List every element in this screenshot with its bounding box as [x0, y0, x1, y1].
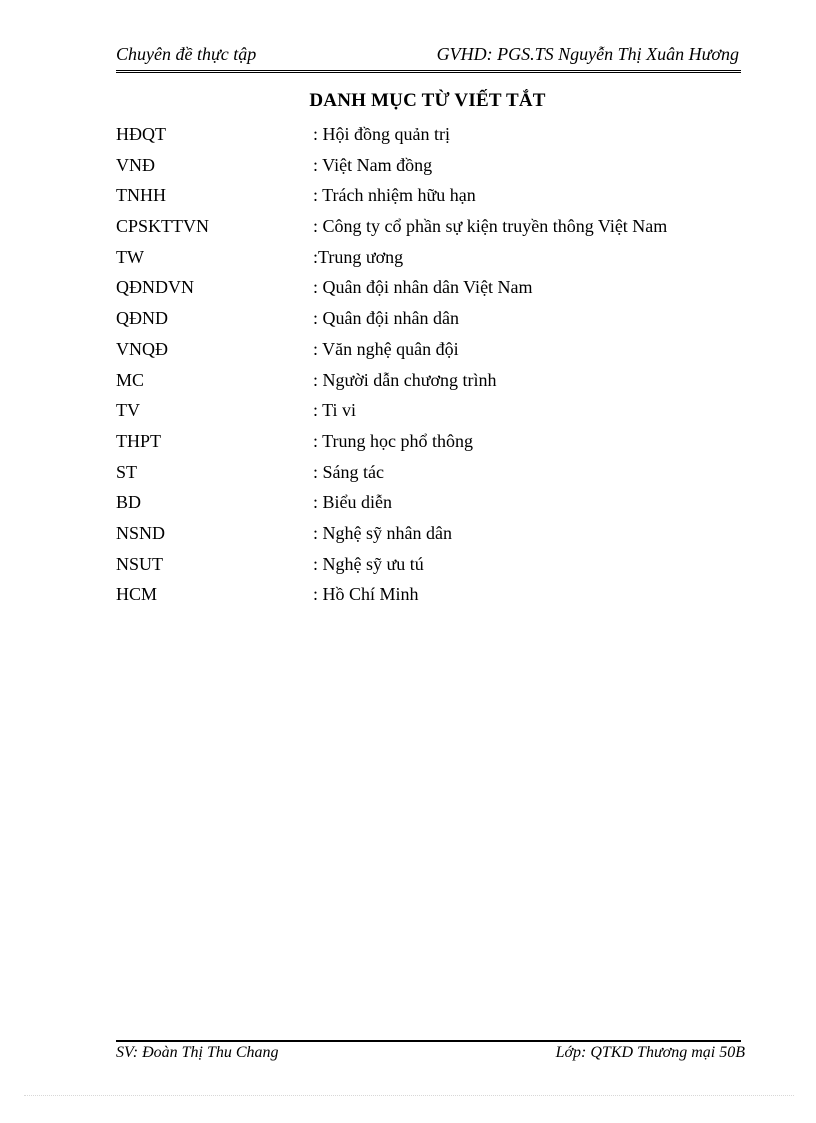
abbreviation-code: NSND	[116, 522, 166, 543]
abbreviation-row	[116, 365, 739, 396]
abbreviation-row	[116, 272, 739, 303]
abbreviation-row	[116, 303, 739, 334]
abbreviation-meaning: : Nghệ sỹ ưu tú	[313, 553, 424, 574]
abbreviation-list	[116, 119, 739, 610]
abbreviation-code: QĐND	[116, 308, 168, 329]
abbreviation-code: CPSKTTVN	[116, 216, 210, 237]
abbreviation-row	[116, 211, 739, 242]
page-footer	[116, 1044, 745, 1066]
abbreviation-code: VNĐ	[116, 154, 155, 175]
abbreviation-code: HCM	[116, 584, 158, 605]
page-header	[116, 44, 739, 70]
abbreviation-meaning: : Hội đồng quản trị	[313, 124, 450, 144]
abbreviation-row	[116, 579, 739, 610]
abbreviation-meaning: : Quân đội nhân dân	[313, 308, 459, 329]
abbreviation-row	[116, 549, 739, 580]
abbreviation-code: ST	[116, 461, 138, 482]
page-title: DANH MỤC TỪ VIẾT TẮT	[309, 90, 546, 111]
abbreviation-code: NSUT	[116, 553, 164, 574]
abbreviation-meaning: : Việt Nam đồng	[313, 154, 433, 175]
abbreviation-row	[116, 119, 739, 150]
abbreviation-meaning: : Hồ Chí Minh	[313, 584, 419, 605]
abbreviation-meaning: :Trung ương	[313, 246, 404, 267]
header-supervisor: GVHD: PGS.TS Nguyễn Thị Xuân Hương	[436, 44, 739, 64]
abbreviation-meaning: : Văn nghệ quân đội	[313, 338, 459, 359]
footer-student: SV: Đoàn Thị Thu Chang	[116, 1044, 279, 1061]
abbreviation-code: THPT	[116, 430, 161, 451]
footer-class: Lớp: QTKD Thương mại 50B	[555, 1044, 745, 1061]
abbreviation-meaning: : Trách nhiệm hữu hạn	[313, 185, 476, 206]
abbreviation-row	[116, 487, 739, 518]
abbreviation-row	[116, 395, 739, 426]
abbreviation-row	[116, 457, 739, 488]
page-edge-divider	[24, 1095, 794, 1096]
header-report-type: Chuyên đề thực tập	[116, 44, 257, 64]
abbreviation-row	[116, 426, 739, 457]
abbreviation-row	[116, 242, 739, 273]
abbreviation-row	[116, 150, 739, 181]
abbreviation-row	[116, 518, 739, 549]
abbreviation-meaning: : Sáng tác	[313, 461, 384, 482]
abbreviation-meaning: : Nghệ sỹ nhân dân	[313, 522, 452, 543]
header-divider	[116, 70, 741, 73]
abbreviation-code: TV	[116, 400, 140, 421]
abbreviation-code: MC	[116, 369, 145, 390]
abbreviation-meaning: : Trung học phổ thông	[313, 430, 474, 451]
abbreviation-meaning: : Người dẫn chương trình	[313, 369, 497, 390]
abbreviation-code: QĐNDVN	[116, 277, 194, 298]
abbreviation-code: BD	[116, 492, 142, 513]
abbreviation-meaning: : Biểu diễn	[313, 492, 392, 513]
abbreviation-code: VNQĐ	[116, 338, 168, 359]
abbreviation-meaning: : Ti vi	[313, 400, 357, 421]
abbreviation-row	[116, 334, 739, 365]
abbreviation-row	[116, 180, 739, 211]
abbreviation-code: TNHH	[116, 185, 166, 206]
abbreviation-code: TW	[116, 246, 144, 267]
abbreviation-code: HĐQT	[116, 124, 166, 144]
footer-divider	[116, 1040, 741, 1042]
abbreviation-meaning: : Công ty cổ phần sự kiện truyền thông Việt Nam	[313, 216, 668, 237]
abbreviation-meaning: : Quân đội nhân dân Việt Nam	[313, 277, 533, 298]
